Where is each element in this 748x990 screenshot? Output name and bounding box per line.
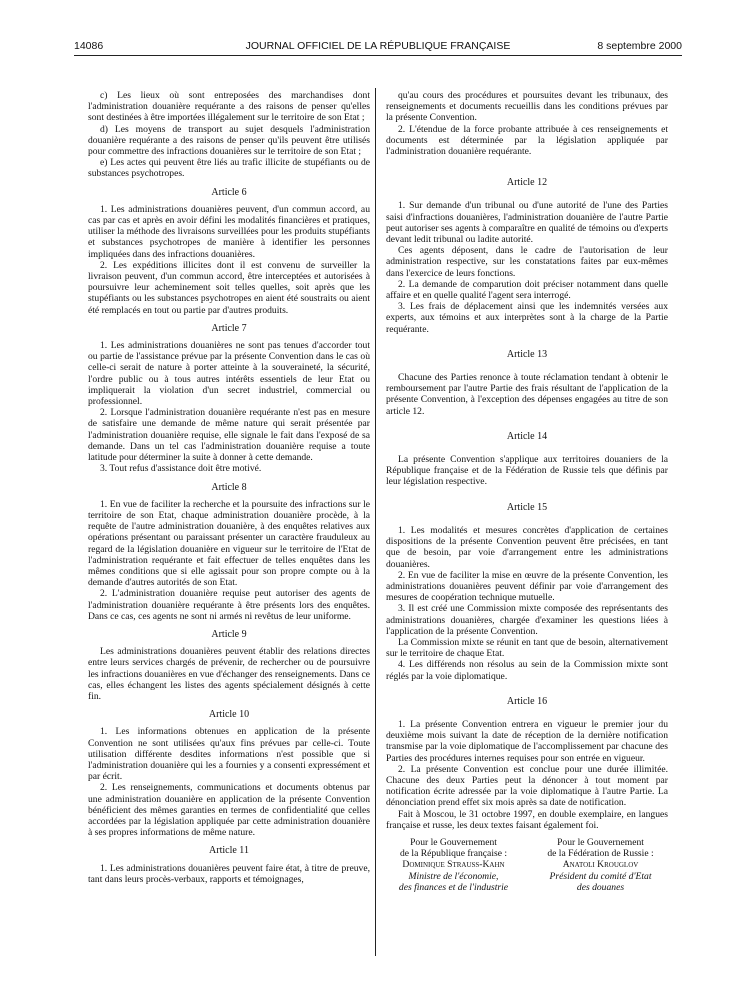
paragraph: 2. Les expéditions illicites dont il est convenu de surveiller la livraison peuvent, d'un commun accord, être interceptées et autorisées à poursuivre leur acheminement soit telles quelles, soit après que les stupéfiants ou les substances psychotropes en aient été soustraits ou aient été remplacés en tout ou partie par d'autres produits.: [88, 259, 370, 316]
article-heading: Article 9: [211, 628, 247, 640]
paragraph: 2. La demande de comparution doit préciser notamment dans quelle affaire et en quelle qualité l'agent sera interrogé.: [386, 278, 668, 302]
paragraph: Ces agents déposent, dans le cadre de l'autorisation de leur administration respective, sur les constatations faites par eux-mêmes dans l'exercice de leurs fonctions.: [386, 245, 668, 279]
signature-russia-line1: Pour le Gouvernement: [557, 836, 644, 848]
signature-france-role1: Ministre de l'économie,: [408, 870, 499, 882]
paragraph: c) Les lieux où sont entreposées des marchandises dont l'administration douanière requérante a des raisons de penser qu'elles sont destinées à être importées illégalement sur le territoire de son Etat ;: [88, 90, 370, 124]
paragraph: 4. Les différends non résolus au sein de la Commission mixte sont réglés par la voie diplomatique.: [386, 659, 668, 682]
signature-france: [386, 837, 521, 893]
paragraph: 1. Les modalités et mesures concrètes d'application de certaines dispositions de la présente Convention peuvent être précisées, en tant que de besoin, par voie d'arrangement entre les administrations douanières.: [386, 524, 668, 570]
paragraph: 1. En vue de faciliter la recherche et la poursuite des infractions sur le territoire de son Etat, chaque administration douanière procède, à la requête de l'autre administration douanière, à des enquêtes relatives aux opérations présentant ou paraissant présenter un caractère frauduleux au regard de la législation douanière en vigueur sur le territoire de l'Etat de l'administration requérante et fait effectuer de telles enquêtes dans les mêmes conditions que si elle agissait pour son propre compte ou à la demande d'autres autorités de son Etat.: [88, 498, 370, 589]
paragraph: 1. Les administrations douanières ne sont pas tenues d'accorder tout ou partie de l'assistance prévue par la présente Convention dans le cas où celle-ci serait de nature à porter atteinte à la souveraineté, la sécurité, l'ordre public ou à tous autres intérêts essentiels de leur Etat ou impliquerait la violation d'un secret industriel, commercial ou professionnel.: [88, 340, 370, 408]
paragraph: 2. L'administration douanière requise peut autoriser des agents de l'administration douanière requérante à être présents lors des enquêtes. Dans ce cas, ces agents ne sont ni armés ni revêtus de leur uniforme.: [88, 588, 370, 622]
article-heading: Article 11: [209, 845, 249, 857]
publication-date: 8 septembre 2000: [597, 40, 682, 52]
paragraph: 1. Les informations obtenues en application de la présente Convention ne sont utilisées qu'aux fins prévues par celle-ci. Toute utilisation différente desdites informations n'est possible que si l'administration douanière qui les a fournies y a consenti expressément et par écrit.: [88, 726, 370, 783]
signature-russia-line2: de la Fédération de Russie :: [547, 848, 654, 860]
article-heading: Article 6: [211, 186, 247, 198]
signature-france-line1: Pour le Gouvernement: [410, 836, 497, 848]
left-column: [88, 90, 370, 885]
article-heading: Article 14: [506, 430, 548, 442]
header-rule: [74, 55, 682, 56]
signature-france-line2: de la République française :: [399, 848, 508, 860]
column-divider: [375, 88, 376, 956]
page-header: [74, 40, 682, 56]
paragraph: Chacune des Parties renonce à toute réclamation tendant à obtenir le remboursement par l'autre Partie des frais résultant de l'application de la présente Convention, à l'exception des dépenses engagées au titre de son article 12.: [386, 372, 668, 417]
paragraph: d) Les moyens de transport au sujet desquels l'administration douanière requérante a des raisons de penser qu'ils peuvent être utilisés pour commettre des infractions douanières sur le territoire de son Etat ;: [88, 123, 370, 158]
article-heading: Article 10: [208, 709, 250, 721]
paragraph: 3. Les frais de déplacement ainsi que les indemnités versées aux experts, aux témoins et aux interprètes sont à la charge de la Partie requérante.: [386, 301, 668, 335]
paragraph: 1. Les administrations douanières peuvent, d'un commun accord, au cas par cas et après en avoir défini les modalités financières et pratiques, utiliser la méthode des livraisons surveillées pour les produits stupéfiants et substances psychotropes de manière à identifier les personnes impliquées dans des infractions douanières.: [88, 203, 370, 260]
paragraph: 2. Les renseignements, communications et documents obtenus par une administration douanière en application de la présente Convention bénéficient des mêmes garanties en termes de confidentialité que celles accordées par la législation appliquée par cette administration douanière à ses propres informations de même nature.: [88, 782, 370, 839]
article-heading: Article 12: [506, 177, 548, 189]
article-heading: Article 7: [211, 322, 247, 334]
paragraph: La présente Convention s'applique aux territoires douaniers de la République française et de la Fédération de Russie tels que définis par leur législation respective.: [386, 454, 668, 488]
paragraph: 2. La présente Convention est conclue pour une durée illimitée. Chacune des deux Parties peut la dénoncer à tout moment par notification écrite adressée par la voie diplomatique à l'autre Partie. La dénonciation prend effet six mois après sa date de notification.: [386, 763, 668, 809]
paragraph: La Commission mixte se réunit en tant que de besoin, alternativement sur le territoire de chaque Etat.: [386, 636, 668, 660]
journal-title: JOURNAL OFFICIEL DE LA RÉPUBLIQUE FRANÇAISE: [245, 40, 511, 52]
paragraph: 3. Il est créé une Commission mixte composée des représentants des administrations douanières, chargée d'examiner les questions liées à l'application de la présente Convention.: [386, 603, 668, 637]
paragraph: qu'au cours des procédures et poursuites devant les tribunaux, des renseignements et documents recueillis dans les conditions prévues par la présente Convention.: [386, 90, 668, 124]
signature-france-role2: des finances et de l'industrie: [398, 881, 509, 893]
article-heading: Article 16: [506, 695, 548, 707]
signature-france-name: Dominique Strauss-Kahn: [402, 859, 505, 871]
right-column: [386, 90, 668, 893]
signature-block: [386, 837, 668, 893]
paragraph: 1. Sur demande d'un tribunal ou d'une autorité de l'une des Parties saisi d'infractions douanières, l'administration douanière de l'autre Partie peut autoriser ses agents à comparaître en qualité de témoins ou d'experts devant ledit tribunal ou ladite autorité.: [386, 200, 668, 246]
signature-russia-role2: des douanes: [576, 881, 625, 893]
page-number: 14086: [74, 40, 104, 52]
paragraph: 1. La présente Convention entrera en vigueur le premier jour du deuxième mois suivant la date de réception de la dernière notification transmise par la voie diplomatique de l'accomplissement par chacune des Parties des procédures internes requises pour son entrée en vigueur.: [386, 718, 668, 764]
paragraph: 2. L'étendue de la force probante attribuée à ces renseignements et documents est déterminée par la législation appliquée par l'administration douanière requérante.: [386, 123, 668, 158]
paragraph: 1. Les administrations douanières peuvent faire état, à titre de preuve, tant dans leurs procès-verbaux, rapports et témoignages,: [88, 862, 370, 885]
paragraph: 3. Tout refus d'assistance doit être motivé.: [100, 463, 262, 475]
signature-russia-name: Anatoli Krouglov: [562, 859, 639, 871]
paragraph: Les administrations douanières peuvent établir des relations directes entre leurs services chargés de prévenir, de rechercher ou de poursuivre les infractions douanières en vue d'échanger des renseignements. Dans ce cas, elles échangent les listes des agents spécialement désignés à cette fin.: [88, 646, 370, 702]
paragraph: e) Les actes qui peuvent être liés au trafic illicite de stupéfiants ou de substances psychotropes.: [88, 157, 370, 180]
signature-russia-role1: Président du comité d'Etat: [549, 870, 652, 882]
paragraph: Fait à Moscou, le 31 octobre 1997, en double exemplaire, en langues française et russe, les deux textes faisant également foi.: [386, 808, 668, 831]
article-heading: Article 8: [211, 481, 247, 493]
paragraph: 2. En vue de faciliter la mise en œuvre de la présente Convention, les administrations douanières peuvent définir par voie d'arrangement des mesures de coopération technique mutuelle.: [386, 569, 668, 604]
paragraph: 2. Lorsque l'administration douanière requérante n'est pas en mesure de satisfaire une demande de même nature qui serait présentée par l'administration douanière requise, elle signale le fait dans l'exposé de sa demande. Dans un tel cas l'administration douanière requise a toute latitude pour déterminer la suite à donner à cette demande.: [88, 407, 370, 464]
article-heading: Article 15: [506, 501, 548, 513]
article-heading: Article 13: [506, 348, 548, 360]
signature-russia: [533, 837, 668, 893]
right-column-body: [386, 90, 668, 831]
